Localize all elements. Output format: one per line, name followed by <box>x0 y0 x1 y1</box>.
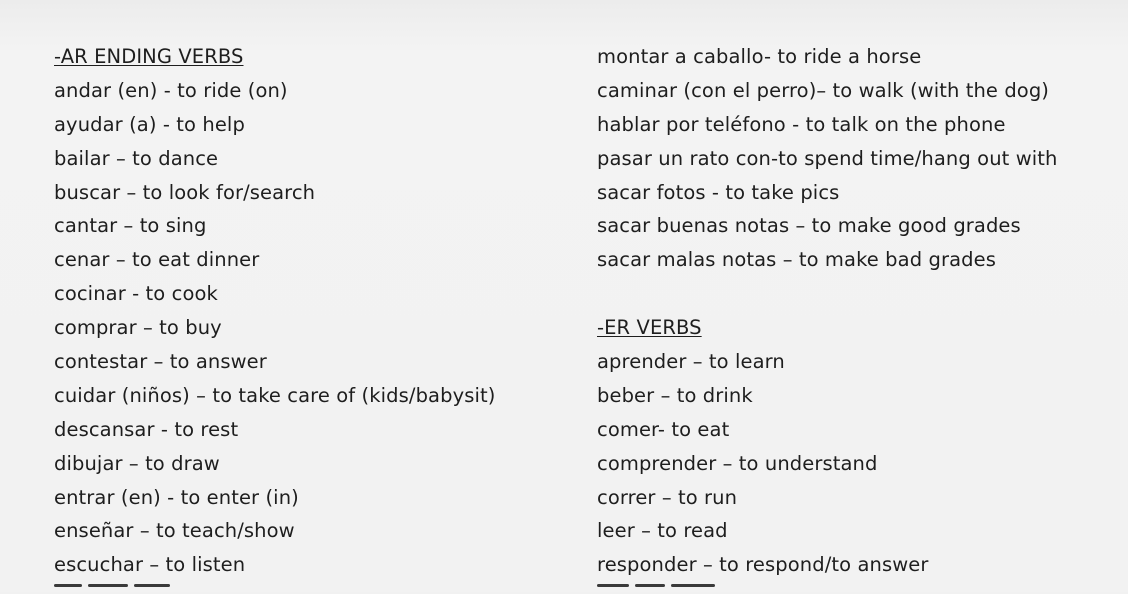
list-item: comprar – to buy <box>54 316 222 340</box>
list-item: leer – to read <box>597 519 728 543</box>
list-item: comer- to eat <box>597 417 730 441</box>
list-item: escuchar – to listen <box>54 553 246 577</box>
list-item: pasar un rato con-to spend time/hang out with <box>597 146 1058 170</box>
list-item: montar a caballo- to ride a horse <box>597 45 922 68</box>
list-item: cantar – to sing <box>54 214 207 238</box>
list-item: enseñar – to teach/show <box>54 519 295 543</box>
list-item: contestar – to answer <box>54 350 267 374</box>
cropped-line-right <box>597 584 777 594</box>
cropped-title <box>270 0 810 8</box>
list-item: cocinar - to cook <box>54 282 218 306</box>
ar-verbs-column <box>54 40 495 582</box>
list-item: cenar – to eat dinner <box>54 248 260 272</box>
list-item: caminar (con el perro)– to walk (with the dog) <box>597 78 1050 102</box>
list-item: entrar (en) - to enter (in) <box>54 485 299 509</box>
spacer <box>597 277 1057 311</box>
list-item: comprender – to understand <box>597 451 878 475</box>
list-item: responder – to respond/to answer <box>597 553 929 577</box>
list-item: andar (en) - to ride (on) <box>54 78 288 102</box>
list-item: beber – to drink <box>597 383 753 407</box>
list-item: ayudar (a) - to help <box>54 112 245 136</box>
list-item: hablar por teléfono - to talk on the phone <box>597 112 1006 136</box>
list-item: buscar – to look for/search <box>54 180 316 204</box>
list-item: dibujar – to draw <box>54 451 220 475</box>
cropped-line-left <box>54 584 254 594</box>
ar-verbs-heading: -AR ENDING VERBS <box>54 45 244 68</box>
more-verbs-column <box>597 40 1057 582</box>
er-verbs-heading: -ER VERBS <box>597 316 702 340</box>
list-item: correr – to run <box>597 485 738 509</box>
list-item: bailar – to dance <box>54 146 219 170</box>
list-item: sacar buenas notas – to make good grades <box>597 214 1021 238</box>
list-item: descansar - to rest <box>54 417 239 441</box>
list-item: sacar fotos - to take pics <box>597 180 840 204</box>
list-item: aprender – to learn <box>597 350 785 374</box>
list-item: cuidar (niños) – to take care of (kids/babysit) <box>54 383 496 407</box>
list-item: sacar malas notas – to make bad grades <box>597 248 996 272</box>
